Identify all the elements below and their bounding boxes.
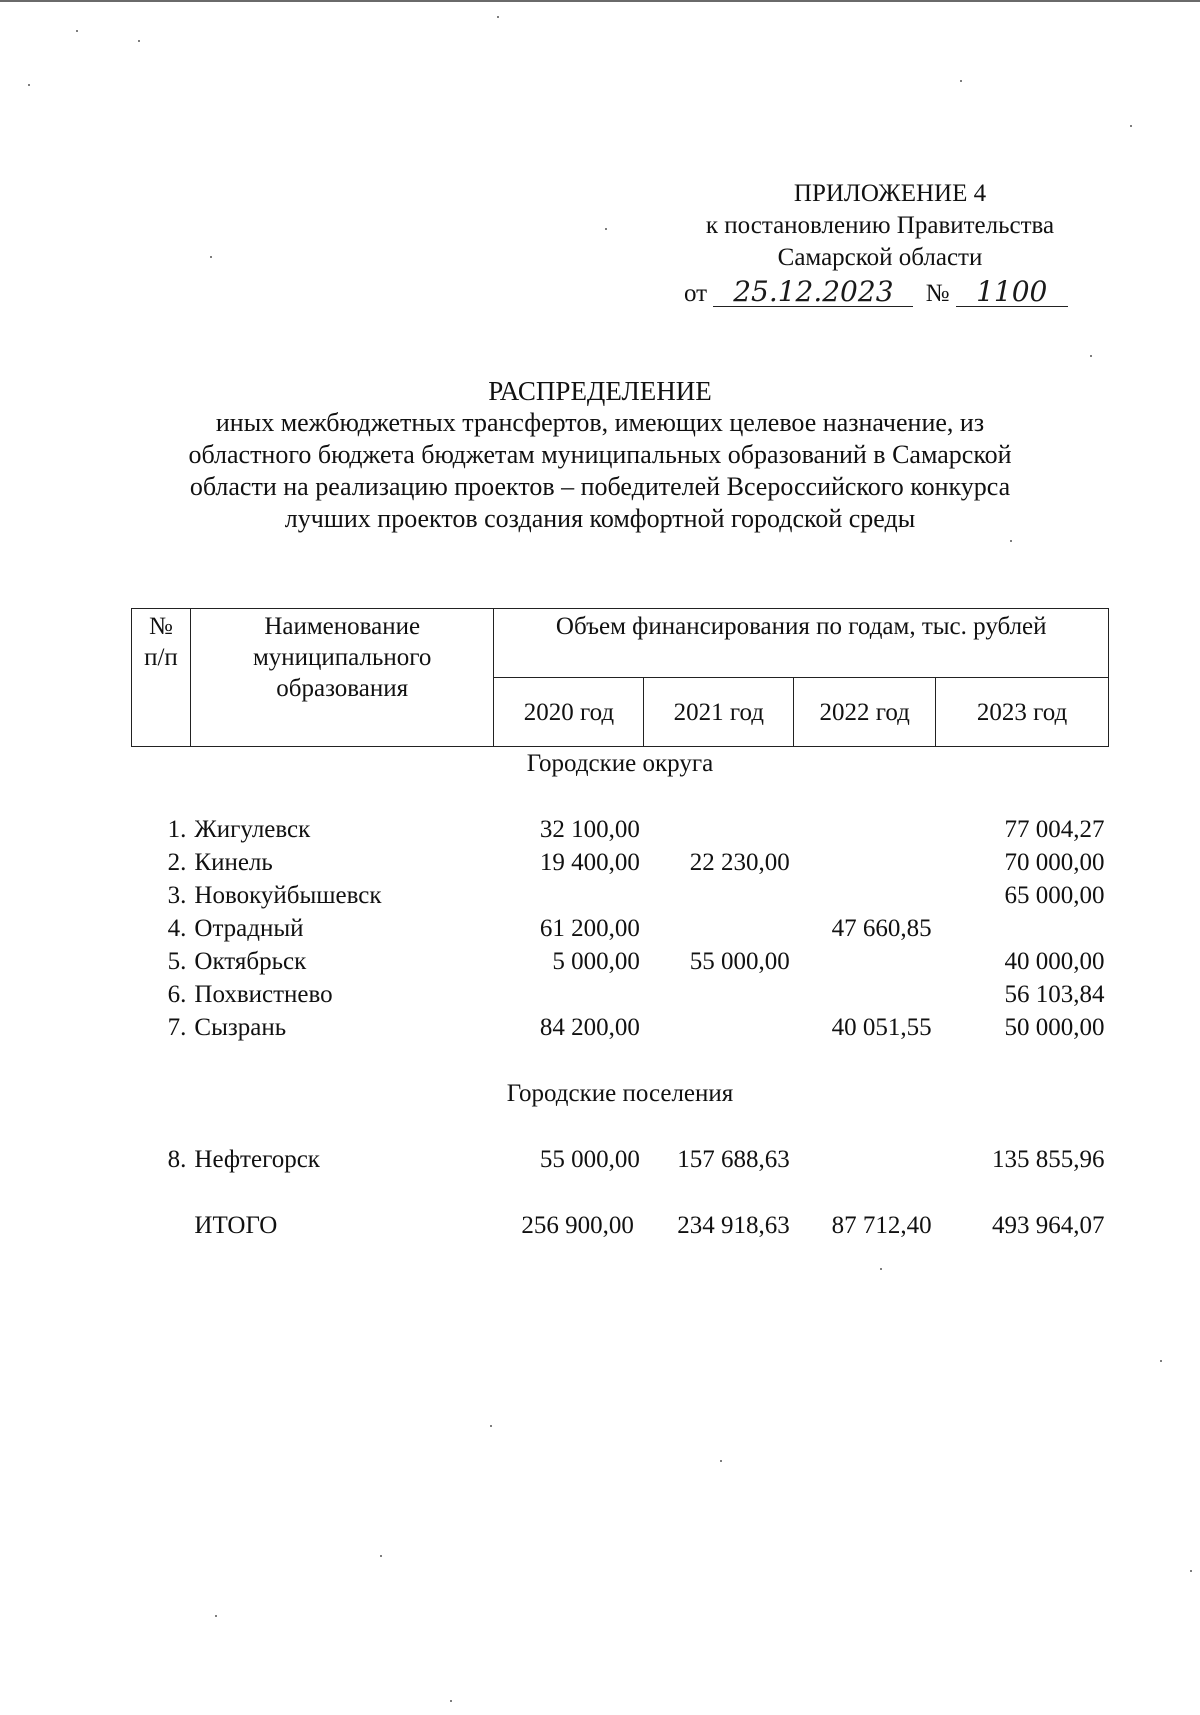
- row-value-2022: [794, 846, 936, 879]
- row-index: 6.: [167, 981, 187, 1008]
- scan-speck: [720, 1460, 722, 1462]
- row-value-2021: 157 688,63: [677, 1146, 790, 1173]
- row-index: 7.: [167, 1014, 187, 1041]
- section-row-urban-settlements: [132, 1077, 1109, 1110]
- row-value-2023: 70 000,00: [1004, 849, 1105, 876]
- scan-speck: [497, 16, 499, 18]
- date-prefix: от: [684, 280, 708, 307]
- row-index: 5.: [167, 948, 187, 975]
- row-municipality: Октябрьск: [194, 948, 307, 975]
- row-value-2021: [644, 813, 794, 846]
- header-year-2021: 2021 год: [644, 678, 794, 747]
- row-value-2022: [794, 879, 936, 912]
- row-value-2021: [644, 912, 794, 945]
- header-year-2022: 2022 год: [794, 678, 936, 747]
- header-year-2023: 2023 год: [936, 678, 1109, 747]
- row-value-2022: [794, 945, 936, 978]
- table-row: [132, 978, 1109, 1011]
- row-municipality: Жигулевск: [194, 816, 311, 843]
- row-value-2020: 32 100,00: [539, 816, 640, 843]
- section-row-urban-districts: [132, 747, 1109, 781]
- number-handwritten: 1100: [956, 278, 1068, 307]
- row-value-2022: [794, 978, 936, 1011]
- row-value-2021: 55 000,00: [689, 948, 790, 975]
- distribution-table: [131, 608, 1109, 1242]
- row-municipality: Кинель: [194, 849, 273, 876]
- row-value-2022: [794, 813, 936, 846]
- total-label: ИТОГО: [194, 1212, 278, 1239]
- row-index: 2.: [167, 849, 187, 876]
- scan-speck: [138, 40, 140, 42]
- appendix-heading: ПРИЛОЖЕНИЕ 4: [793, 180, 987, 207]
- row-value-2023: 50 000,00: [1004, 1014, 1105, 1041]
- date-handwritten: 25.12.2023: [713, 278, 913, 307]
- row-value-2023: 135 855,96: [992, 1146, 1105, 1173]
- scan-speck: [28, 84, 30, 86]
- scan-speck: [960, 80, 962, 82]
- header-year-2020: 2020 год: [494, 678, 644, 747]
- table-row: [132, 879, 1109, 912]
- row-municipality: Отрадный: [194, 915, 304, 942]
- scan-speck: [215, 1615, 217, 1617]
- scan-speck: [1190, 1570, 1192, 1572]
- document-title: РАСПРЕДЕЛЕНИЕ: [488, 376, 712, 406]
- row-value-2022: 40 051,55: [831, 1014, 932, 1041]
- row-value-2020: [494, 978, 644, 1011]
- scan-speck: [210, 256, 212, 258]
- header-name: Наименование муниципального образования: [190, 609, 494, 747]
- appendix-line2: к постановлению Правительства: [705, 212, 1055, 239]
- total-row: [132, 1209, 1109, 1242]
- row-value-2020: 84 200,00: [539, 1014, 640, 1041]
- table-row: [132, 1143, 1109, 1176]
- row-value-2023: 65 000,00: [1004, 882, 1105, 909]
- row-value-2022: [794, 1143, 936, 1176]
- appendix-line3: Самарской области: [777, 244, 983, 271]
- scan-speck: [880, 1268, 882, 1270]
- total-value-2020: 256 900,00: [521, 1212, 634, 1239]
- row-value-2022: 47 660,85: [831, 915, 932, 942]
- row-municipality: Новокуйбышевск: [194, 882, 382, 909]
- header-index: № п/п: [132, 609, 191, 747]
- table-row: [132, 813, 1109, 846]
- row-value-2020: 19 400,00: [539, 849, 640, 876]
- row-index: 8.: [167, 1146, 187, 1173]
- row-value-2020: [494, 879, 644, 912]
- row-municipality: Похвистнево: [194, 981, 333, 1008]
- scan-speck: [490, 1425, 492, 1427]
- row-value-2021: [644, 978, 794, 1011]
- row-value-2021: [644, 1011, 794, 1044]
- title-line-4: лучших проектов создания комфортной городской среды: [284, 504, 916, 533]
- scan-speck: [76, 30, 78, 32]
- row-index: 1.: [167, 816, 187, 843]
- section-title: Городские поселения: [506, 1080, 734, 1107]
- row-municipality: Нефтегорск: [194, 1146, 320, 1173]
- row-value-2021: [644, 879, 794, 912]
- table-row: [132, 846, 1109, 879]
- row-municipality: Сызрань: [194, 1014, 287, 1041]
- row-value-2020: 61 200,00: [539, 915, 640, 942]
- title-line-3: области на реализацию проектов – победителей Всероссийского конкурса: [189, 472, 1011, 501]
- scan-speck: [1090, 355, 1092, 357]
- total-value-2023: 493 964,07: [992, 1212, 1105, 1239]
- scan-top-edge: [0, 0, 1200, 2]
- title-line-2: областного бюджета бюджетам муниципальных образований в Самарской: [188, 440, 1012, 469]
- table-row: [132, 1011, 1109, 1044]
- table-row: [132, 912, 1109, 945]
- scan-speck: [450, 1700, 452, 1702]
- scan-speck: [1010, 540, 1012, 542]
- row-value-2023: 77 004,27: [1004, 816, 1105, 843]
- row-value-2021: 22 230,00: [689, 849, 790, 876]
- scan-speck: [1130, 125, 1132, 127]
- total-value-2022: 87 712,40: [831, 1212, 932, 1239]
- document-title-block: [0, 375, 1200, 535]
- row-index: 3.: [167, 882, 187, 909]
- number-prefix: №: [925, 280, 950, 307]
- row-value-2023: 40 000,00: [1004, 948, 1105, 975]
- appendix-date-line: [684, 275, 1068, 310]
- scan-speck: [605, 228, 607, 230]
- table-row: [132, 945, 1109, 978]
- section-title: Городские округа: [526, 750, 714, 777]
- row-value-2020: 55 000,00: [539, 1146, 640, 1173]
- row-index: 4.: [167, 915, 187, 942]
- scan-speck: [380, 1555, 382, 1557]
- header-funding: Объем финансирования по годам, тыс. рублей: [494, 609, 1109, 678]
- title-line-1: иных межбюджетных трансфертов, имеющих целевое назначение, из: [215, 408, 985, 437]
- row-value-2020: 5 000,00: [552, 948, 640, 975]
- scan-speck: [1160, 1360, 1162, 1362]
- row-value-2023: [936, 912, 1109, 945]
- row-value-2023: 56 103,84: [1004, 981, 1105, 1008]
- total-value-2021: 234 918,63: [677, 1212, 790, 1239]
